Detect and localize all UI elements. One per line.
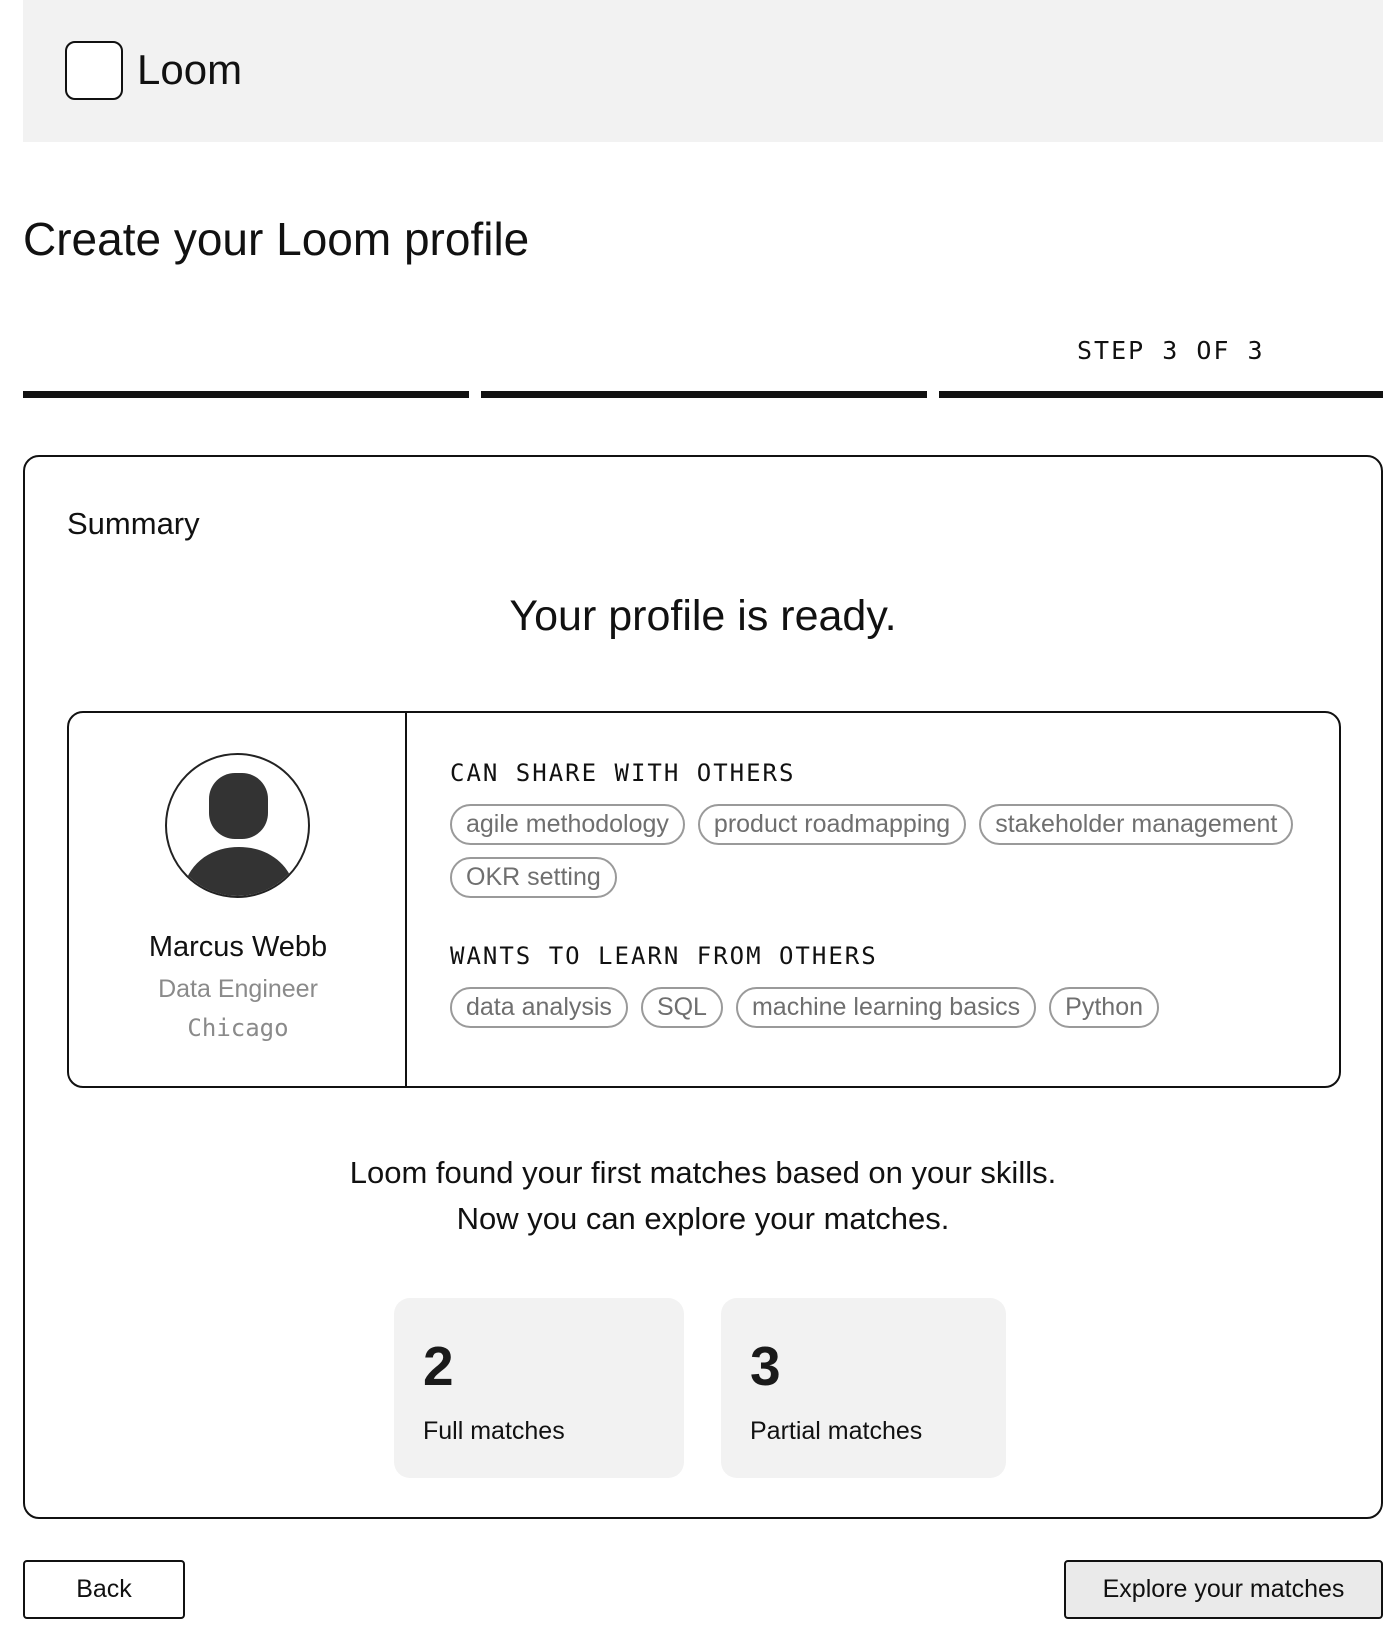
full-matches-count: 2 [423, 1335, 454, 1397]
progress-segment-1 [23, 391, 469, 398]
matches-found-message [25, 1150, 1381, 1242]
user-avatar-icon [165, 753, 310, 898]
app-name: Loom [137, 46, 243, 93]
learn-tag: machine learning basics [736, 987, 1036, 1028]
partial-matches-label: Partial matches [750, 1417, 923, 1445]
partial-matches-stat [721, 1298, 1006, 1478]
learn-tag: Python [1049, 987, 1159, 1028]
square-logo-icon [65, 41, 123, 100]
share-tag: product roadmapping [698, 804, 966, 845]
share-tags-row-2 [450, 857, 617, 898]
share-tags-row-1 [450, 804, 1293, 845]
learn-tags-row [450, 987, 1159, 1028]
share-tag: OKR setting [450, 857, 617, 898]
page-title: Create your Loom profile [23, 213, 530, 265]
profile-ready-heading: Your profile is ready. [509, 592, 897, 640]
matches-found-line-2: Now you can explore your matches. [456, 1201, 950, 1236]
top-header [23, 0, 1383, 142]
learn-tag: SQL [641, 987, 723, 1028]
back-button[interactable]: Back [23, 1560, 185, 1619]
full-matches-stat [394, 1298, 684, 1478]
progress-segment-3 [939, 391, 1383, 398]
learn-section-label: WANTS TO LEARN FROM OTHERS [450, 942, 878, 970]
partial-matches-count: 3 [750, 1335, 781, 1397]
share-tag: stakeholder management [979, 804, 1293, 845]
step-indicator: STEP 3 OF 3 [1077, 336, 1265, 365]
summary-title: Summary [67, 506, 200, 541]
matches-found-line-1: Loom found your first matches based on your skills. [349, 1155, 1057, 1190]
summary-card [23, 455, 1383, 1519]
profile-summary-card [67, 711, 1341, 1088]
share-tag: agile methodology [450, 804, 685, 845]
profile-name: Marcus Webb [148, 931, 328, 963]
learn-tag: data analysis [450, 987, 628, 1028]
progress-segment-2 [481, 391, 927, 398]
profile-role: Data Engineer [158, 975, 318, 1003]
profile-identity [69, 713, 407, 1086]
explore-matches-button[interactable]: Explore your matches [1064, 1560, 1383, 1619]
share-section-label: CAN SHARE WITH OTHERS [450, 759, 796, 787]
full-matches-label: Full matches [423, 1417, 565, 1445]
profile-city: Chicago [187, 1014, 289, 1042]
